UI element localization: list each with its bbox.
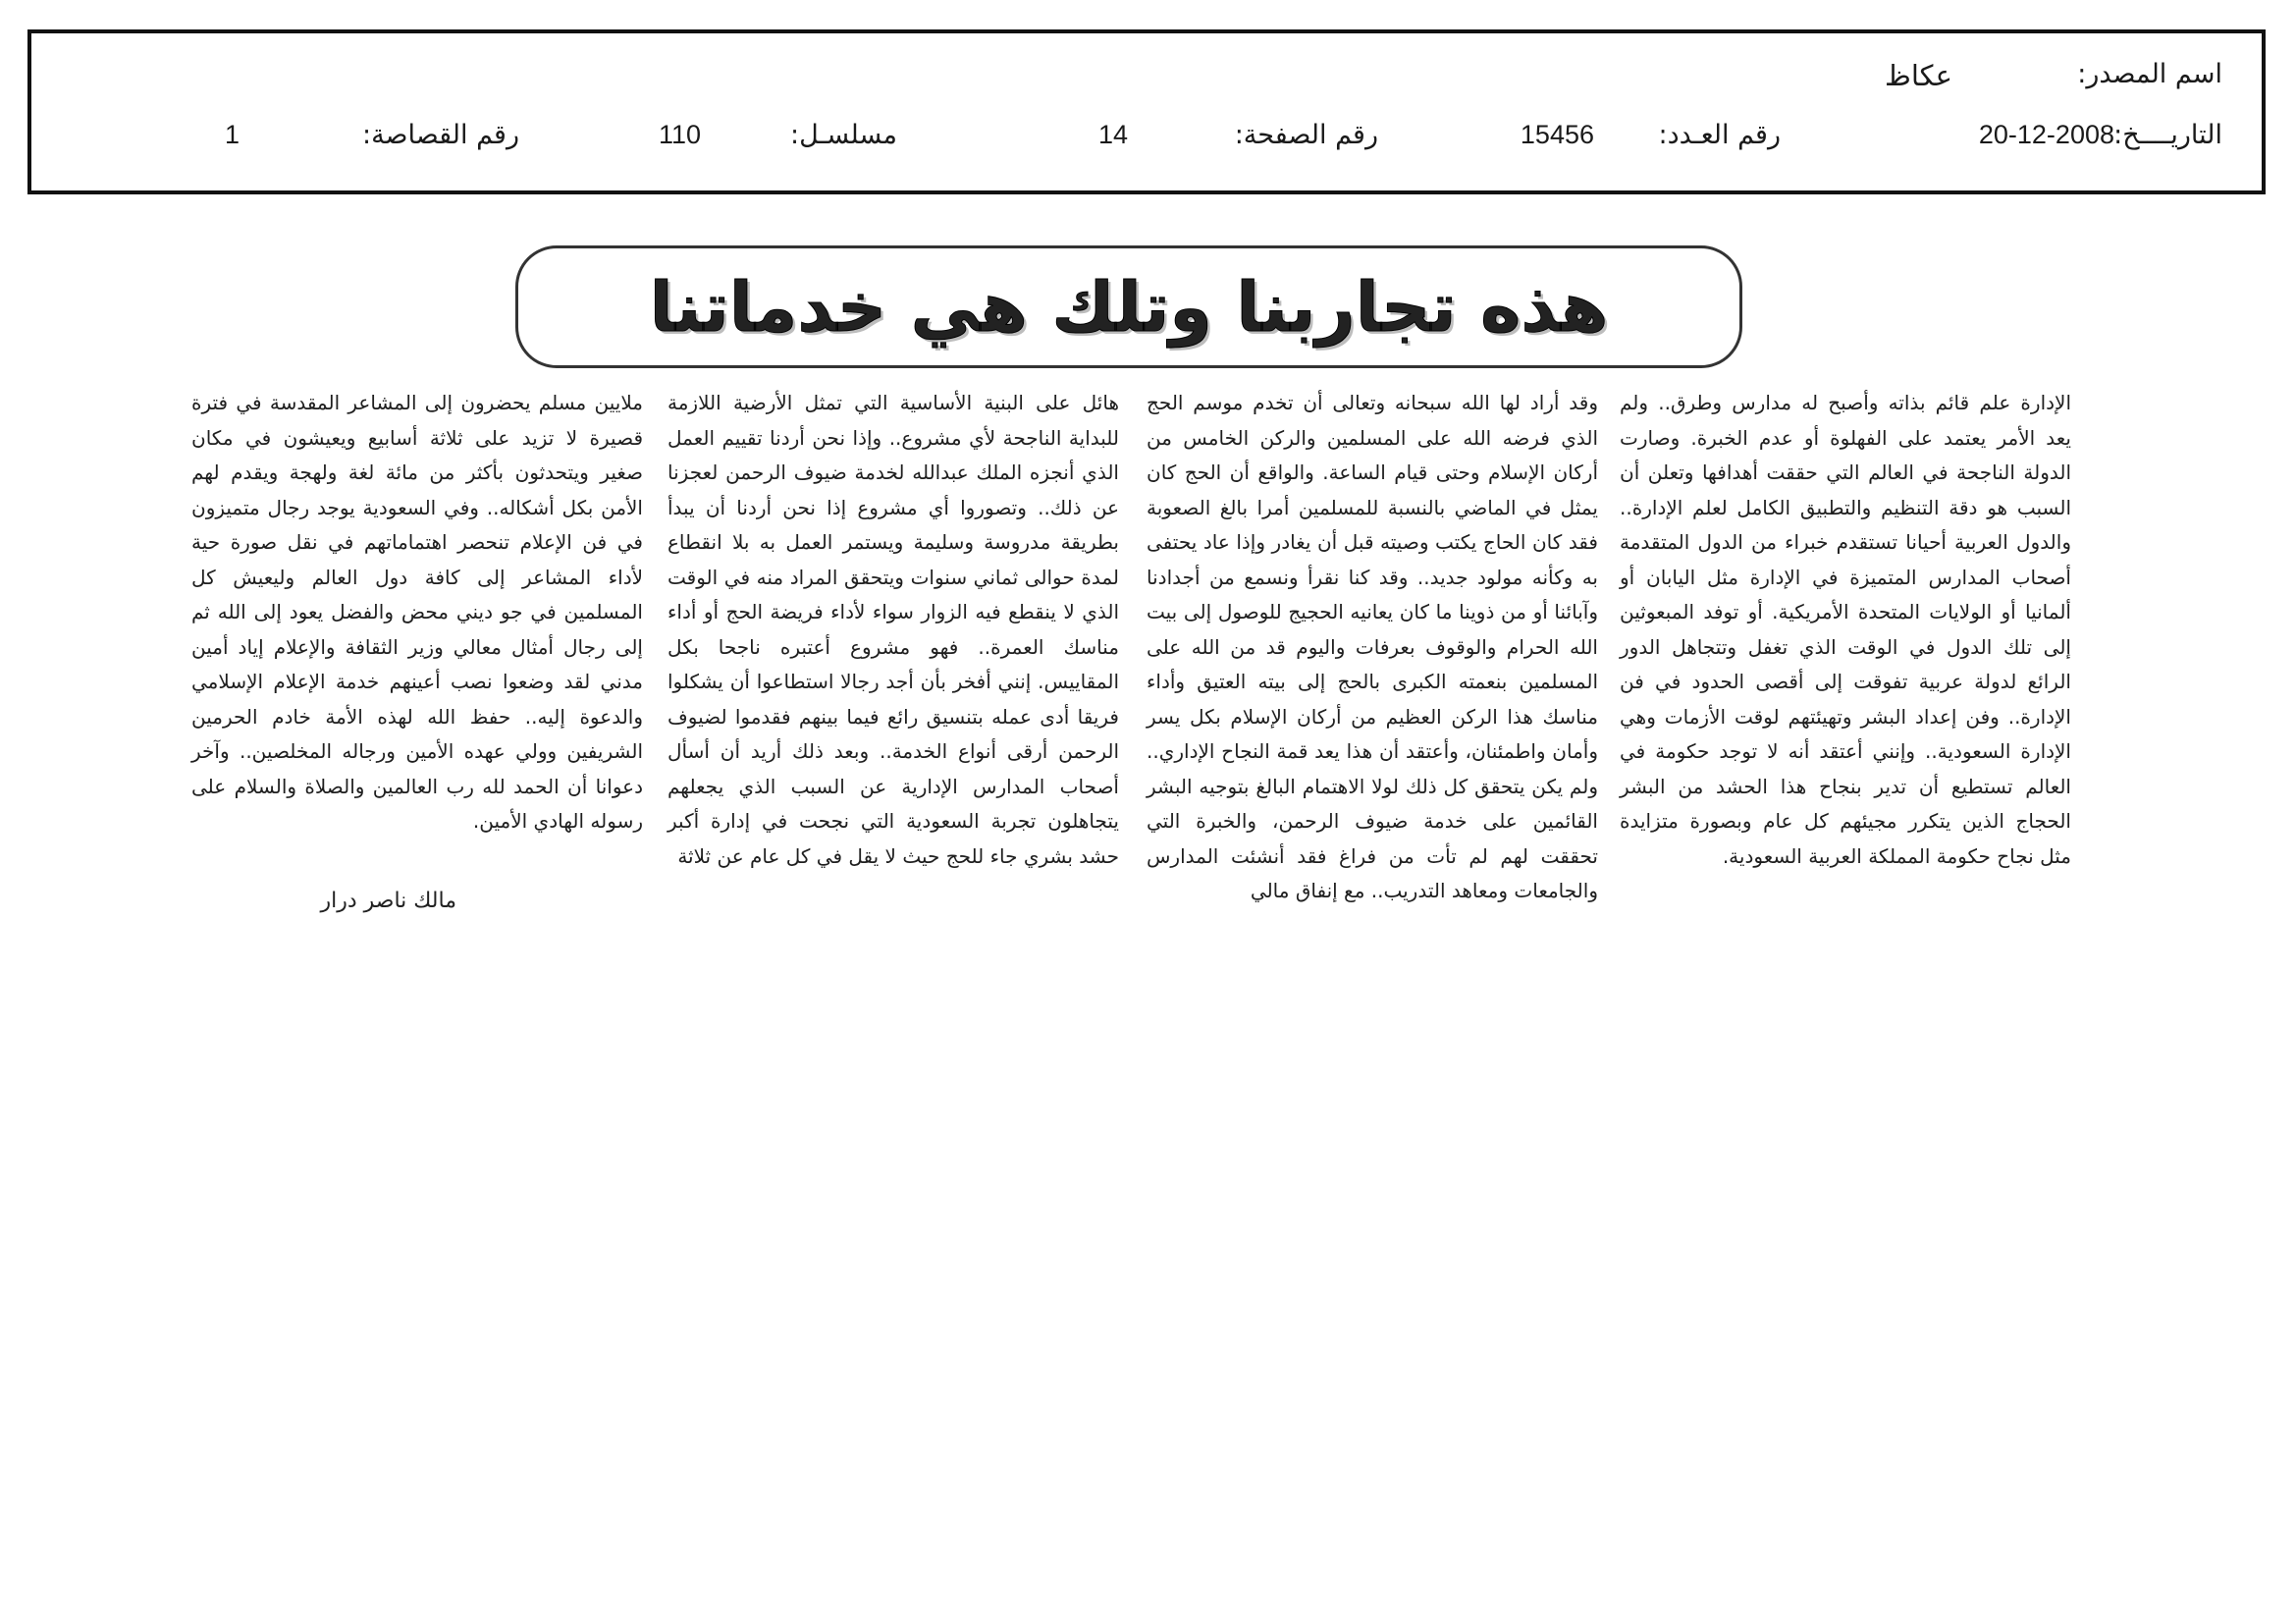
issue-number-value: 15456 <box>1520 120 1594 149</box>
article-column-3 <box>667 386 1119 874</box>
issue-number-label: رقم العـدد: <box>1658 120 1781 150</box>
column-text: ملايين مسلم يحضرون إلى المشاعر المقدسة في فترة قصيرة لا تزيد على ثلاثة أسابيع ويعيشون في مكان صغير ويتحدثون بأكثر من مائة لغة ولهجة ويقدم لهم الأمن بكل أشكاله.. وفي السعودية يوجد رجال متميزون في فن الإعلام تنحصر اهتماماتهم في نقل صورة حية لأداء المشاعر إلى كافة دول العالم وليعيش كل المسلمين في جو ديني محض والفضل يعود إلى الله ثم إلى رجال أمثال معالي وزير الثقافة والإعلام إياد أمين مدني لقد وضعوا نصب أعينهم خدمة الإعلام الإسلامي والدعوة إليه.. حفظ الله لهذه الأمة خادم الحرمين الشريفين وولي عهده الأمين ورجاله المخلصين.. وآخر دعوانا أن الحمد لله رب العالمين والصلاة والسلام على رسوله الهادي الأمين. <box>191 391 643 833</box>
date-label: التاريــــخ: <box>2113 120 2222 150</box>
clip-number-value: 1 <box>224 120 240 149</box>
serial-label: مسلسـل: <box>789 120 897 150</box>
article-column-4 <box>191 386 643 839</box>
source-label: اسم المصدر: <box>2077 59 2222 89</box>
column-text: هائل على البنية الأساسية التي تمثل الأرضية اللازمة للبداية الناجحة لأي مشروع.. وإذا نحن أردنا تقييم العمل الذي أنجزه الملك عبدالله لخدمة ضيوف الرحمن لعجزنا عن ذلك.. وتصوروا أي مشروع إذا نحن أردنا أن يبدأ بطريقة مدروسة وسليمة ويستمر العمل به بلا انقطاع لمدة حوالى ثماني سنوات ويتحقق المراد منه في الوقت الذي لا ينقطع فيه الزوار سواء لأداء فريضة الحج أو أداء مناسك العمرة.. فهو مشروع أعتبره ناجحا بكل المقاييس. إنني أفخر بأن أجد رجالا استطاعوا أن يشكلوا فريقا أدى عمله بتنسيق رائع فيما بينهم فقدموا لضيوف الرحمن أرقى أنواع الخدمة.. وبعد ذلك أريد أن أسأل أصحاب المدارس الإدارية عن السبب الذي يجعلهم يتجاهلون تجربة السعودية التي نجحت في إدارة أكبر حشد بشري جاء للحج حيث لا يقل في كل عام عن ثلاثة <box>667 391 1119 868</box>
date-value: 20-12-2008 <box>1978 120 2114 149</box>
source-value: عكاظ <box>1885 61 1952 92</box>
clip-number-label: رقم القصاصة: <box>361 120 519 150</box>
article-column-2 <box>1147 386 1598 909</box>
article-column-1 <box>1620 386 2071 874</box>
metadata-header <box>27 29 2266 194</box>
page-number-label: رقم الصفحة: <box>1234 120 1378 150</box>
author-signature: مالك ناصر درار <box>320 889 456 913</box>
page-number-value: 14 <box>1097 120 1128 149</box>
column-text: الإدارة علم قائم بذاته وأصبح له مدارس وطرق.. ولم يعد الأمر يعتمد على الفهلوة أو عدم الخبرة. وصارت الدولة الناجحة في العالم التي حققت أهدافها وتعلن أن السبب هو دقة التنظيم والتطبيق الكامل لعلم الإدارة.. والدول العربية أحيانا تستقدم خبراء من الدول المتقدمة أصحاب المدارس المتميزة في الإدارة مثل اليابان أو ألمانيا أو الولايات المتحدة الأمريكية. أو توفد المبعوثين إلى تلك الدول في الوقت الذي تغفل وتتجاهل الدور الرائع لدولة عربية تفوقت إلى أقصى الحدود في فن الإدارة.. وفن إعداد البشر وتهيئتهم لوقت الأزمات وهي الإدارة السعودية.. وإنني أعتقد أنه لا توجد حكومة في العالم تستطيع أن تدير بنجاح هذا الحشد من البشر الحجاج الذين يتكرر مجيئهم كل عام وبصورة متزايدة مثل نجاح حكومة المملكة العربية السعودية. <box>1620 391 2071 868</box>
column-text: وقد أراد لها الله سبحانه وتعالى أن تخدم موسم الحج الذي فرضه الله على المسلمين والركن الخامس من أركان الإسلام وحتى قيام الساعة. والواقع أن الحج كان يمثل في الماضي بالنسبة للمسلمين أمرا بالغ الصعوبة فقد كان الحاج يكتب وصيته قبل أن يغادر وإذا عاد يحتفى به وكأنه مولود جديد.. وقد كنا نقرأ ونسمع من أجدادنا وآبائنا أو من ذوينا ما كان يعانيه الحجيج للوصول إلى بيت الله الحرام والوقوف بعرفات واليوم قد من الله على المسلمين بنعمته الكبرى بالحج إلى بيته العتيق وأداء مناسك هذا الركن العظيم من أركان الإسلام بكل يسر وأمان واطمئنان، وأعتقد أن هذا يعد قمة النجاح الإداري.. ولم يكن يتحقق كل ذلك لولا الاهتمام البالغ بتوجيه البشر القائمين على خدمة ضيوف الرحمن، والخبرة التي تحققت لهم لم تأت من فراغ فقد أنشئت المدارس والجامعات ومعاهد التدريب.. مع إنفاق مالي <box>1147 391 1598 902</box>
article-title: هذه تجاربنا وتلك هي خدماتنا <box>649 266 1609 348</box>
serial-value: 110 <box>658 120 701 149</box>
article-title-frame <box>515 245 1742 368</box>
